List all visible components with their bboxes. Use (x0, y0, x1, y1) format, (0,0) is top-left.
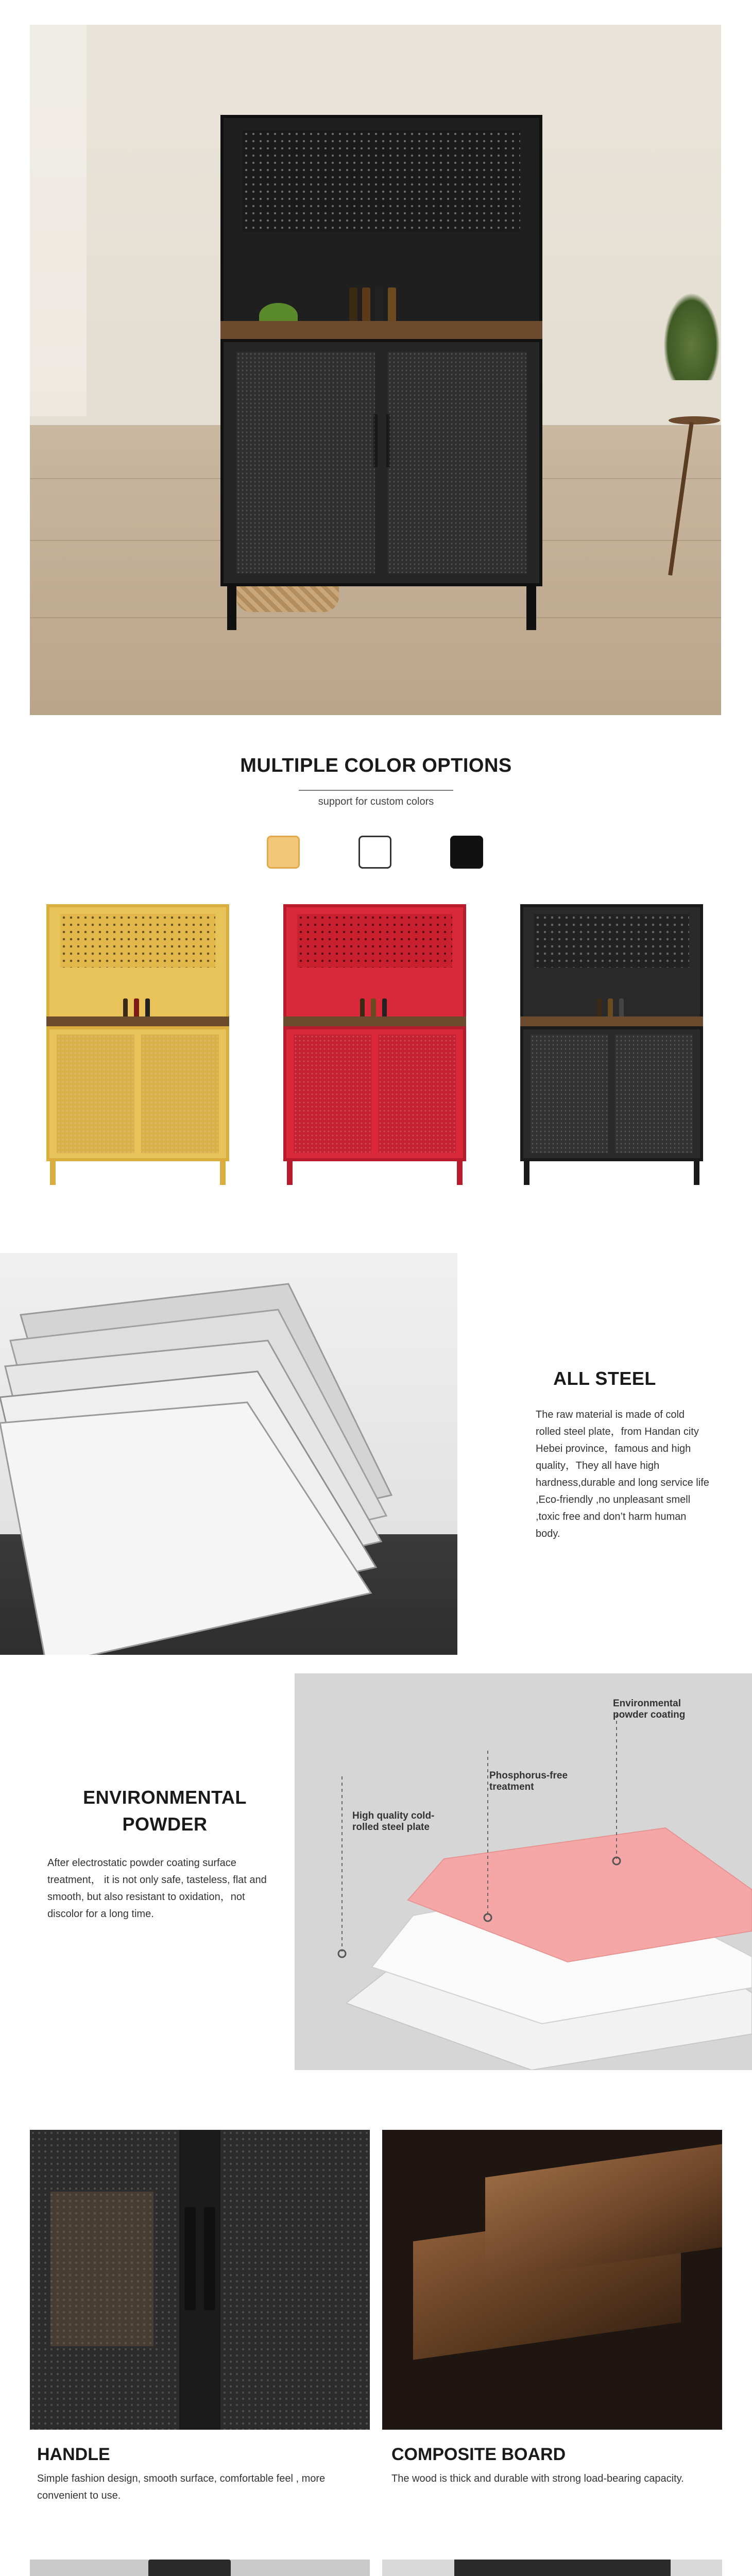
feature-body-handle: Simple fashion design, smooth surface, comfortable feel , more convenient to use. (37, 2473, 326, 2501)
layer-label-powder-coating-line1: Environmental (613, 1698, 681, 1709)
steel-plate-stack (0, 1284, 391, 1655)
hero-product-photo (30, 25, 721, 715)
wall-light-shadow (30, 25, 87, 416)
black-cabinet-hero (220, 115, 542, 630)
coating-layers-image (295, 1673, 752, 2070)
environmental-powder-title-line1: ENVIRONMENTAL (83, 1787, 247, 1808)
layer-label-phosphorus-line2: treatment (489, 1782, 534, 1792)
door-handle (184, 2207, 196, 2310)
environmental-powder-body: After electrostatic powder coating surface treatment， it is not only safe, tasteless, flat and smooth, but also resistant to oxidation，not discolor for a long time. (47, 1857, 267, 1920)
plant-decoration (653, 293, 720, 447)
yellow-cabinet (46, 904, 229, 1185)
color-options-subtitle: support for custom colors (318, 796, 434, 807)
red-cabinet (283, 904, 466, 1185)
color-options-title: MULTIPLE COLOR OPTIONS (240, 755, 512, 776)
composite-board-image (382, 2130, 722, 2430)
handle-image (30, 2130, 370, 2430)
steel-plates-image (0, 1253, 457, 1655)
stand-leg-image (30, 2560, 370, 2576)
layer-label-steel-line2: rolled steel plate (352, 1822, 430, 1833)
feature-title-handle: HANDLE (37, 2445, 110, 2464)
layer-label-powder-coating-line2: powder coating (613, 1709, 686, 1720)
layer-label-steel-line1: High quality cold- (352, 1810, 435, 1821)
feature-body-composite-board: The wood is thick and durable with strong load-bearing capacity. (391, 2473, 684, 2484)
color-swatch-yellow[interactable] (267, 836, 300, 869)
color-swatch-white[interactable] (358, 836, 391, 869)
all-steel-body: The raw material is made of cold rolled steel plate，from Handan city Hebei province，famous and high quality，They all have high hardness,durable and long service life ,Eco-friendly ,no unpleasant smell ,toxic free and don’t harm human body. (536, 1409, 709, 1539)
wheels-image (382, 2560, 722, 2576)
feature-title-composite-board: COMPOSITE BOARD (391, 2445, 566, 2464)
environmental-powder-title-line2: POWDER (122, 1814, 208, 1835)
black-cabinet (520, 904, 703, 1185)
color-options-divider (299, 790, 453, 791)
color-swatch-black[interactable] (450, 836, 483, 869)
layer-label-phosphorus-line1: Phosphorus-free (489, 1770, 568, 1781)
all-steel-title: ALL STEEL (553, 1368, 656, 1389)
